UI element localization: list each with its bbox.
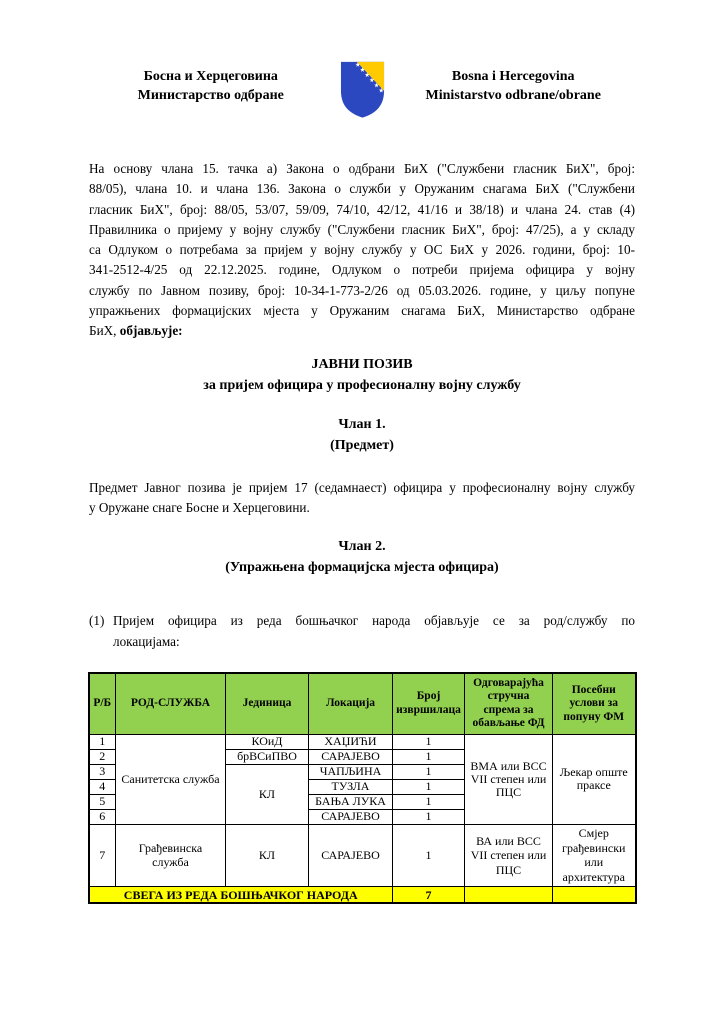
- cell-location: САРАЈЕВО: [309, 809, 393, 824]
- cell-ordinal: 4: [89, 779, 116, 794]
- intro-line: 341-2512-4/25 од 22.12.2025. године, Одлуком о потреби пријема официра у војну: [89, 262, 635, 278]
- cell-count: 1: [393, 824, 465, 886]
- article-1-heading: Члан 1.: [338, 416, 386, 432]
- cell-ordinal: 7: [89, 824, 116, 886]
- total-empty-cell: [465, 886, 553, 903]
- total-empty-cell: [553, 886, 636, 903]
- header-location: Локација: [309, 673, 393, 735]
- intro-last-line: [89, 321, 635, 341]
- cell-branch-service: Санитетска служба: [116, 734, 226, 824]
- intro-line: На основу члана 15. тачка а) Закона о одбрани БиХ ("Службени гласник БиХ", број:: [89, 161, 635, 176]
- article-2-item-1: [89, 611, 635, 652]
- cell-count: 1: [393, 779, 465, 794]
- ministry-name-latin: [392, 60, 636, 105]
- cell-qualification: ВМА или ВСС VII степен или ПЦС: [465, 734, 553, 824]
- article-2-heading: Члан 2.: [338, 539, 386, 555]
- intro-announces-bold: објављује:: [119, 323, 183, 339]
- cell-ordinal: 1: [89, 734, 116, 749]
- cell-unit: КОиД: [226, 734, 309, 749]
- article-2-heading-block: [89, 536, 635, 578]
- cell-location: САРАЈЕВО: [309, 749, 393, 764]
- total-count: 7: [393, 886, 465, 903]
- table-total-row: [89, 886, 636, 903]
- cell-count: 1: [393, 734, 465, 749]
- article-1-body: [89, 478, 635, 519]
- cell-ordinal: 2: [89, 749, 116, 764]
- country-name-latin: Bosna i Hercegovina: [451, 69, 575, 84]
- public-call-title: ЈАВНИ ПОЗИВ: [311, 356, 413, 372]
- header-qualification: Одговарајућа стручна спрема за обављање ФД: [465, 673, 553, 735]
- article-1-body-line: Предмет Јавног позива је пријем 17 (седамнаест) официра у професионалну војну службу: [89, 479, 635, 495]
- intro-line: гласник БиХ", број: 88/05, 53/07, 59/09, 74/10, 42/12, 41/16 и 38/18) и члана 24. став (4): [89, 201, 635, 217]
- cell-branch-service: Грађевинска служба: [116, 824, 226, 886]
- cell-count: 1: [393, 764, 465, 779]
- cell-ordinal: 6: [89, 809, 116, 824]
- header-unit: Јединица: [226, 673, 309, 735]
- cell-unit: брВСиПВО: [226, 749, 309, 764]
- header-ordinal: Р/Б: [89, 673, 116, 735]
- ministry-name-cyrillic: [89, 60, 333, 105]
- intro-line: упражњених формацијских мјеста у Оружаним снагама БиХ, Министарство одбране: [89, 303, 635, 319]
- item-marker: (1): [89, 613, 105, 629]
- cell-ordinal: 3: [89, 764, 116, 779]
- country-name-cyrillic: Босна и Херцеговина: [143, 69, 278, 84]
- bih-coat-of-arms-icon: [339, 60, 386, 119]
- item-line: Пријем официра из реда бошњачког народа објављује се за род/службу по: [113, 613, 635, 629]
- cell-count: 1: [393, 794, 465, 809]
- article-1-heading-block: [89, 414, 635, 456]
- cell-ordinal: 5: [89, 794, 116, 809]
- cell-location: БАЊА ЛУКА: [309, 794, 393, 809]
- article-2-subheading: (Упражњена формацијска мјеста официра): [225, 560, 499, 576]
- header-number-of-posts: Број извршилаца: [393, 673, 465, 735]
- public-call-subtitle: за пријем официра у професионалну војну службу: [203, 377, 521, 393]
- cell-unit: КЛ: [226, 824, 309, 886]
- article-1-body-line: у Оружане снаге Босне и Херцеговини.: [89, 499, 310, 515]
- ministry-label-cyrillic: Министарство одбране: [137, 88, 284, 103]
- vacancy-table: [88, 672, 637, 905]
- total-label: СВЕГА ИЗ РЕДА БОШЊАЧКОГ НАРОДА: [89, 886, 393, 903]
- article-1-subheading: (Предмет): [330, 437, 394, 453]
- table-row: [89, 734, 636, 749]
- intro-line: са Одлуком о потребама за пријем у војну службу у ОС БиХ у 2026. години, број: 10-: [89, 242, 635, 258]
- intro-line: 88/05), члана 10. и члана 136. Закона о служби у Оружаним снагама БиХ ("Службени: [89, 181, 635, 197]
- table-header-row: [89, 673, 636, 735]
- cell-location: ТУЗЛА: [309, 779, 393, 794]
- header-branch-service: РОД-СЛУЖБА: [116, 673, 226, 735]
- cell-count: 1: [393, 809, 465, 824]
- intro-paragraph: [89, 159, 635, 342]
- public-call-title-block: [89, 354, 635, 396]
- cell-location: ХАЏИЋИ: [309, 734, 393, 749]
- cell-count: 1: [393, 749, 465, 764]
- table-row: [89, 824, 636, 886]
- cell-location: ЧАПЉИНА: [309, 764, 393, 779]
- document-header: [0, 0, 724, 119]
- item-line: локацијама:: [113, 633, 180, 649]
- ministry-label-latin: Ministarstvo odbrane/obrane: [425, 88, 601, 103]
- intro-line: службу по Јавном позиву, број: 10-34-1-773-2/26 од 05.03.2026. године, у циљу попуне: [89, 282, 635, 298]
- cell-special-conditions: Смјер грађевински или архитектура: [553, 824, 636, 886]
- item-body: [113, 611, 635, 652]
- cell-unit: КЛ: [226, 764, 309, 824]
- cell-qualification: ВА или ВСС VII степен или ПЦС: [465, 824, 553, 886]
- intro-line: Правилника о пријему у војну службу ("Службени гласник БиХ", број: 47/25), а у складу: [89, 221, 635, 237]
- header-special-conditions: Посебни услови за попуну ФМ: [553, 673, 636, 735]
- cell-location: САРАЈЕВО: [309, 824, 393, 886]
- intro-last-line-text: БиХ,: [89, 323, 120, 339]
- cell-special-conditions: Љекар опште праксе: [553, 734, 636, 824]
